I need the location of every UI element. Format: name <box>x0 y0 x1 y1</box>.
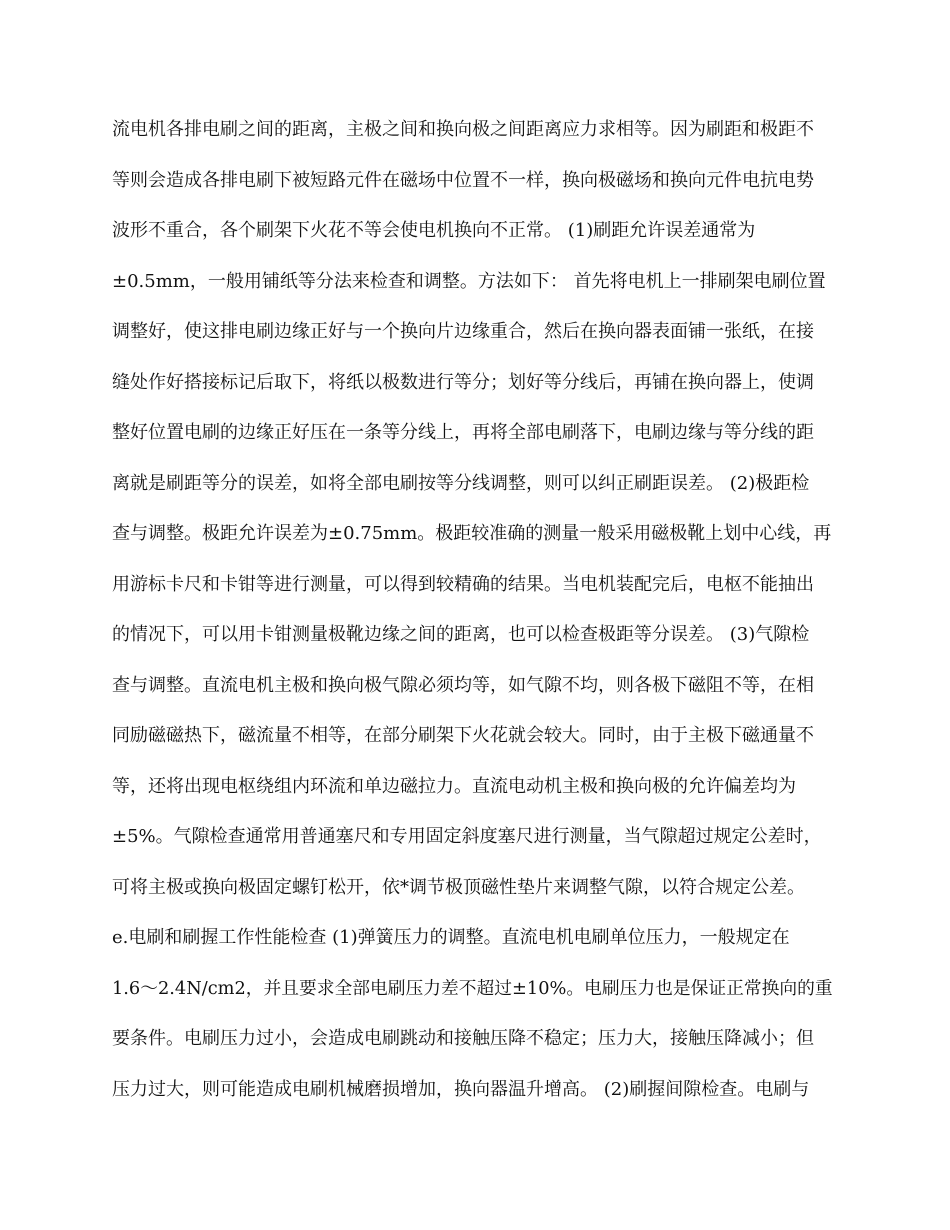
text-line-9: 查与调整。极距允许误差为±0.75mm。极距较准确的测量一般采用磁极靴上划中心线，再 <box>112 523 832 544</box>
text-line-20: 压力过大，则可能造成电刷机械磨损增加，换向器温升增高。 (2)刷握间隙检查。电刷与 <box>112 1078 810 1100</box>
text-line-10: 用游标卡尺和卡钳等进行测量，可以得到较精确的结果。当电机装配完后，电枢不能抽出 <box>112 573 814 595</box>
text-line-13: 同励磁磁热下，磁流量不相等，在部分刷架下火花就会较大。同时，由于主极下磁通量不 <box>112 725 814 746</box>
text-line-15: ±5%。气隙检查通常用普通塞尺和专用固定斜度塞尺进行测量，当气隙超过规定公差时， <box>112 826 822 847</box>
text-line-8: 离就是刷距等分的误差，如将全部电刷按等分线调整，则可以纠正刷距误差。 (2)极距检 <box>112 472 810 494</box>
text-line-12: 查与调整。直流电机主极和换向极气隙必须均等，如气隙不均，则各极下磁阻不等，在相 <box>112 674 814 696</box>
text-line-3: 波形不重合，各个刷架下火花不等会使电机换向不正常。 (1)刷距允许误差通常为 <box>112 220 756 241</box>
text-line-19: 要条件。电刷压力过小，会造成电刷跳动和接触压降不稳定；压力大，接触压降减小；但 <box>112 1028 814 1049</box>
text-line-17: e.电刷和刷握工作性能检查 (1)弹簧压力的调整。直流电机电刷单位压力，一般规定在 <box>112 927 790 948</box>
text-line-5: 调整好，使这排电刷边缘正好与一个换向片边缘重合，然后在换向器表面铺一张纸，在接 <box>112 321 814 342</box>
text-line-6: 缝处作好搭接标记后取下，将纸以极数进行等分；划好等分线后，再铺在换向器上，使调 <box>112 371 814 393</box>
text-line-2: 等则会造成各排电刷下被短路元件在磁场中位置不一样，换向极磁场和换向元件电抗电势 <box>112 169 814 191</box>
text-line-14: 等，还将出现电枢绕组内环流和单边磁拉力。直流电动机主极和换向极的允许偏差均为 <box>112 775 796 797</box>
text-line-7: 整好位置电刷的边缘正好压在一条等分线上，再将全部电刷落下，电刷边缘与等分线的距 <box>112 422 814 443</box>
text-line-18: 1.6～2.4N/cm2，并且要求全部电刷压力差不超过±10%。电刷压力也是保证正常换向的重 <box>112 978 833 999</box>
body-text <box>112 105 842 1115</box>
text-line-4: ±0.5mm，一般用铺纸等分法来检查和调整。方法如下： 首先将电机上一排刷架电刷位置 <box>112 270 826 292</box>
text-line-11: 的情况下，可以用卡钳测量极靴边缘之间的距离，也可以检查极距等分误差。 (3)气隙检 <box>112 624 810 645</box>
text-line-1: 流电机各排电刷之间的距离，主极之间和换向极之间距离应力求相等。因为刷距和极距不 <box>112 119 814 140</box>
text-line-16: 可将主极或换向极固定螺钉松开，依*调节极顶磁性垫片来调整气隙，以符合规定公差。 <box>112 876 805 898</box>
